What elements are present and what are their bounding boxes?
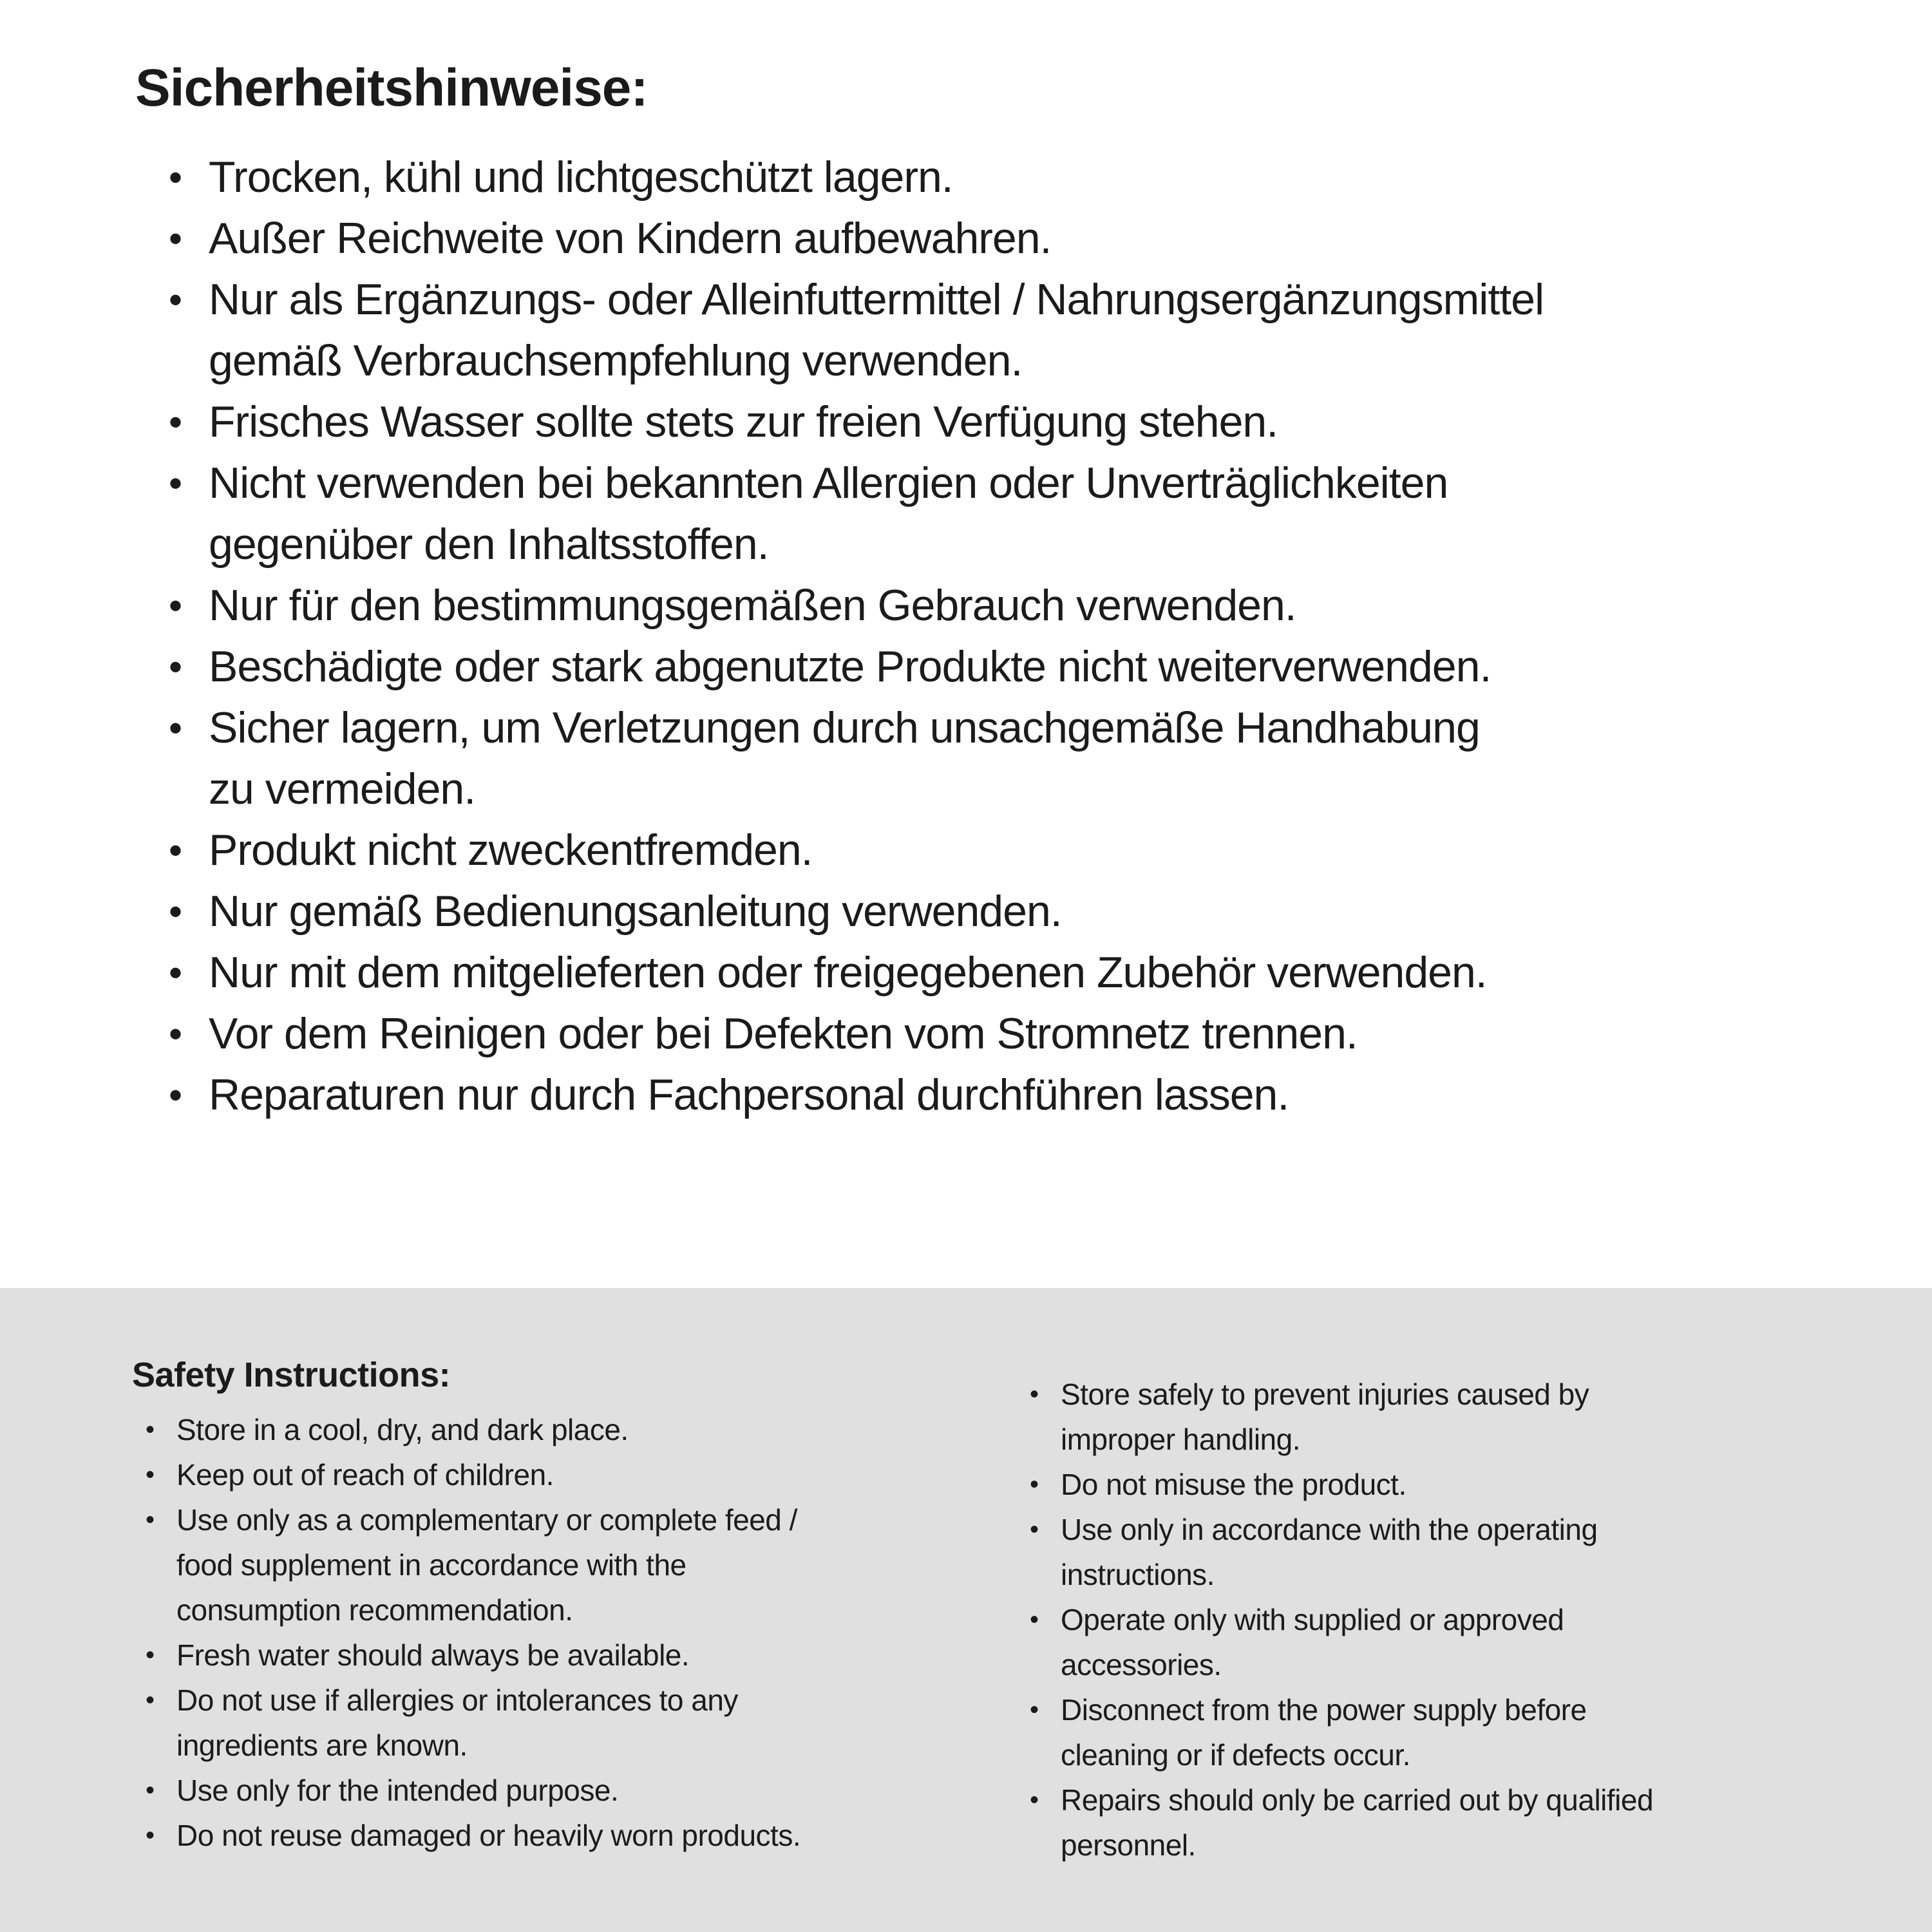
list-item-line bbox=[1027, 1507, 1916, 1552]
list-item-text: Do not misuse the product. bbox=[1061, 1468, 1406, 1501]
list-item-text: gegenüber den Inhaltsstoffen. bbox=[209, 520, 769, 569]
list-item-line bbox=[1027, 1597, 1916, 1642]
list-item-text: food supplement in accordance with the bbox=[176, 1548, 687, 1582]
list-item-line bbox=[166, 330, 1899, 392]
list-item-text: Nur gemäß Bedienungsanleitung verwenden. bbox=[209, 887, 1062, 936]
list-item-text: accessories. bbox=[1061, 1648, 1222, 1681]
bullet-icon: • bbox=[1030, 1470, 1039, 1499]
bullet-icon: • bbox=[169, 401, 182, 444]
list-item-text: Nicht verwenden bei bekannten Allergien oder Unverträglichkeiten bbox=[209, 459, 1448, 507]
list-item-text: Produkt nicht zweckentfremden. bbox=[209, 826, 813, 875]
bullet-spacer bbox=[1027, 1823, 1061, 1868]
bullet-icon: • bbox=[146, 1506, 155, 1534]
bullet-icon: • bbox=[146, 1461, 155, 1489]
list-item-line bbox=[166, 820, 1899, 881]
list-item-line bbox=[166, 1065, 1899, 1126]
list-item-line bbox=[143, 1678, 1032, 1723]
bullet-spacer bbox=[143, 1723, 176, 1768]
list-item-text: Do not use if allergies or intolerances to any bbox=[176, 1683, 738, 1717]
bullet-icon: • bbox=[169, 829, 182, 872]
list-item-text: Nur mit dem mitgelieferten oder freigegebenen Zubehör verwenden. bbox=[209, 948, 1487, 997]
bullet-icon: • bbox=[1030, 1380, 1039, 1408]
list-item-text: Use only as a complementary or complete feed / bbox=[176, 1503, 797, 1537]
list-item-line bbox=[1027, 1687, 1916, 1732]
list-item-text: Frisches Wasser sollte stets zur freien Verfügung stehen. bbox=[209, 397, 1278, 446]
list-item-text: Use only in accordance with the operating bbox=[1061, 1513, 1598, 1546]
list-item-line bbox=[143, 1813, 1032, 1858]
list-item-line bbox=[1027, 1823, 1916, 1868]
list-item-text: Fresh water should always be available. bbox=[176, 1638, 690, 1672]
bullet-icon: • bbox=[1030, 1786, 1039, 1814]
list-item-line bbox=[166, 208, 1899, 269]
bullet-icon: • bbox=[146, 1416, 155, 1444]
list-item-line bbox=[1027, 1552, 1916, 1597]
bullet-icon: • bbox=[169, 156, 182, 199]
list-item-line bbox=[166, 147, 1899, 208]
list-item-text: Beschädigte oder stark abgenutzte Produkte nicht weiterverwenden. bbox=[209, 642, 1492, 691]
list-item-text: Keep out of reach of children. bbox=[176, 1458, 554, 1492]
list-item-text: Store in a cool, dry, and dark place. bbox=[176, 1413, 629, 1446]
bullet-icon: • bbox=[169, 1074, 182, 1117]
list-item-text: cleaning or if defects occur. bbox=[1061, 1738, 1410, 1772]
bullet-icon: • bbox=[169, 584, 182, 627]
bullet-icon: • bbox=[169, 1012, 182, 1056]
list-item-line bbox=[143, 1407, 1032, 1452]
bullet-icon: • bbox=[169, 217, 182, 260]
list-item-line bbox=[143, 1633, 1032, 1678]
bullet-spacer bbox=[1027, 1642, 1061, 1687]
list-item-line bbox=[1027, 1642, 1916, 1687]
list-item-text: Nur für den bestimmungsgemäßen Gebrauch verwenden. bbox=[209, 581, 1296, 630]
list-item-line bbox=[1027, 1462, 1916, 1507]
list-item-line bbox=[166, 942, 1899, 1003]
bullet-spacer bbox=[1027, 1417, 1061, 1462]
list-item-line bbox=[143, 1587, 1032, 1633]
list-item-line bbox=[166, 881, 1899, 942]
bullet-icon: • bbox=[146, 1821, 155, 1850]
list-item-line bbox=[166, 636, 1899, 697]
list-item-line bbox=[143, 1542, 1032, 1587]
list-item-line bbox=[143, 1768, 1032, 1813]
list-item-text: Store safely to prevent injuries caused by bbox=[1061, 1378, 1589, 1411]
list-item-text: Reparaturen nur durch Fachpersonal durchführen lassen. bbox=[209, 1070, 1289, 1119]
list-item-line bbox=[1027, 1372, 1916, 1417]
bullet-icon: • bbox=[169, 890, 182, 933]
bullet-spacer bbox=[166, 759, 209, 820]
list-item-text: personnel. bbox=[1061, 1828, 1196, 1862]
bullet-icon: • bbox=[146, 1641, 155, 1669]
bullet-icon: • bbox=[1030, 1605, 1039, 1634]
list-item-line bbox=[143, 1497, 1032, 1542]
bullet-spacer bbox=[1027, 1732, 1061, 1777]
list-item-text: ingredients are known. bbox=[176, 1728, 468, 1762]
german-safety-list bbox=[166, 147, 1899, 1126]
bullet-icon: • bbox=[169, 706, 182, 750]
bullet-icon: • bbox=[1030, 1515, 1039, 1544]
bullet-icon: • bbox=[146, 1686, 155, 1714]
list-item-text: zu vermeiden. bbox=[209, 764, 476, 813]
list-item-text: improper handling. bbox=[1061, 1423, 1301, 1456]
list-item-line bbox=[1027, 1777, 1916, 1823]
list-item-text: Repairs should only be carried out by qualified bbox=[1061, 1783, 1654, 1817]
bullet-icon: • bbox=[169, 645, 182, 688]
list-item-line bbox=[166, 514, 1899, 575]
english-safety-list-right bbox=[1027, 1372, 1916, 1868]
list-item-line bbox=[166, 269, 1899, 330]
list-item-text: Sicher lagern, um Verletzungen durch unsachgemäße Handhabung bbox=[209, 703, 1480, 752]
list-item-line bbox=[1027, 1732, 1916, 1777]
bullet-spacer bbox=[1027, 1552, 1061, 1597]
list-item-line bbox=[143, 1723, 1032, 1768]
list-item-line bbox=[143, 1452, 1032, 1497]
list-item-line bbox=[166, 759, 1899, 820]
bullet-spacer bbox=[166, 514, 209, 575]
bullet-icon: • bbox=[146, 1776, 155, 1804]
list-item-text: Nur als Ergänzungs- oder Alleinfuttermittel / Nahrungsergänzungsmittel bbox=[209, 275, 1544, 324]
list-item-text: Do not reuse damaged or heavily worn products. bbox=[176, 1819, 801, 1852]
bullet-spacer bbox=[143, 1542, 176, 1587]
list-item-line bbox=[1027, 1417, 1916, 1462]
list-item-line bbox=[166, 697, 1899, 759]
list-item-line bbox=[166, 392, 1899, 453]
list-item-text: Trocken, kühl und lichtgeschützt lagern. bbox=[209, 153, 953, 202]
bullet-spacer bbox=[166, 330, 209, 392]
list-item-text: Außer Reichweite von Kindern aufbewahren. bbox=[209, 214, 1052, 263]
list-item-line bbox=[166, 453, 1899, 514]
bullet-icon: • bbox=[169, 462, 182, 505]
bullet-icon: • bbox=[1030, 1696, 1039, 1724]
german-heading: Sicherheitshinweise: bbox=[135, 59, 648, 117]
list-item-text: gemäß Verbrauchsempfehlung verwenden. bbox=[209, 336, 1023, 385]
bullet-icon: • bbox=[169, 278, 182, 321]
list-item-text: consumption recommendation. bbox=[176, 1593, 573, 1627]
english-heading: Safety Instructions: bbox=[132, 1356, 451, 1394]
list-item-text: Vor dem Reinigen oder bei Defekten vom Stromnetz trennen. bbox=[209, 1009, 1358, 1058]
bullet-spacer bbox=[143, 1587, 176, 1633]
list-item-line bbox=[166, 575, 1899, 636]
list-item-text: instructions. bbox=[1061, 1558, 1215, 1591]
list-item-line bbox=[166, 1003, 1899, 1065]
list-item-text: Use only for the intended purpose. bbox=[176, 1774, 619, 1807]
bullet-icon: • bbox=[169, 951, 182, 994]
list-item-text: Disconnect from the power supply before bbox=[1061, 1693, 1587, 1727]
english-safety-list-left bbox=[143, 1407, 1032, 1858]
list-item-text: Operate only with supplied or approved bbox=[1061, 1603, 1564, 1636]
